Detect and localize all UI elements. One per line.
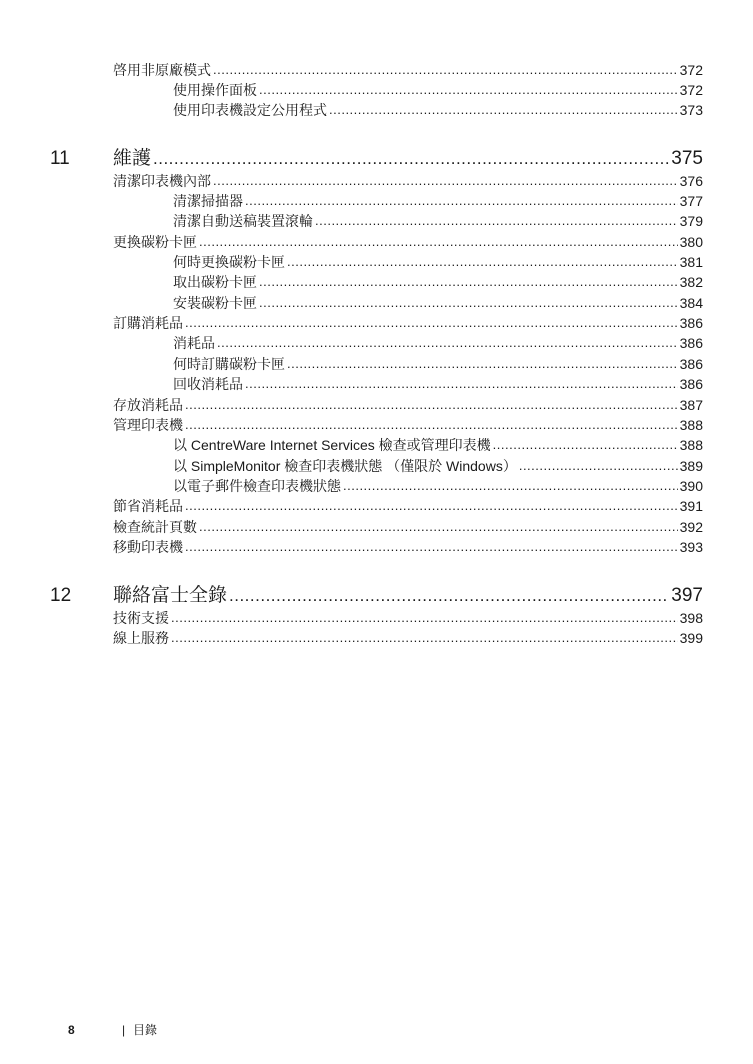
toc-entry-label: 以 CentreWare Internet Services 檢查或管理印表機: [173, 437, 491, 453]
chapter-number: 12: [50, 585, 72, 606]
toc-entry-label: 使用印表機設定公用程式: [173, 102, 327, 118]
toc-entry-label: 何時更換碳粉卡匣: [173, 254, 285, 270]
toc-entry[interactable]: [113, 609, 703, 627]
chapter-heading[interactable]: [113, 147, 703, 171]
toc-entry-page: 376: [679, 173, 703, 189]
toc-entry-page: 386: [679, 356, 703, 372]
toc-entry[interactable]: [113, 538, 703, 556]
toc-entry-page: 372: [679, 82, 703, 98]
dot-leader: [153, 147, 669, 171]
toc-entry-page: 384: [679, 295, 703, 311]
toc-entry[interactable]: [113, 314, 703, 332]
toc-entry-page: 382: [679, 274, 703, 290]
chapter-heading[interactable]: [113, 584, 703, 608]
toc-entry[interactable]: [173, 477, 703, 495]
toc-entry[interactable]: [173, 212, 703, 230]
dot-leader: [199, 518, 678, 536]
toc-entry-label: 取出碳粉卡匣: [173, 274, 257, 290]
toc-entry[interactable]: [113, 416, 703, 434]
toc-entry-label: 何時訂購碳粉卡匣: [173, 356, 285, 372]
toc-entry-label: 以電子郵件檢查印表機狀態: [173, 478, 341, 494]
toc-entry-page: 386: [679, 376, 703, 392]
toc-entry[interactable]: [173, 355, 703, 373]
toc-entry-page: 387: [679, 397, 703, 413]
dot-leader: [287, 253, 678, 271]
dot-leader: [199, 233, 678, 251]
toc-entry[interactable]: [173, 457, 703, 475]
toc-entry[interactable]: [173, 253, 703, 271]
dot-leader: [185, 396, 678, 414]
page-footer: [0, 1022, 753, 1042]
dot-leader: [185, 497, 678, 515]
dot-leader: [185, 538, 678, 556]
toc-entry-label: 清潔掃描器: [173, 193, 243, 209]
toc-entry-label: 回收消耗品: [173, 376, 243, 392]
toc-entry[interactable]: [113, 396, 703, 414]
toc-entry-page: 386: [679, 335, 703, 351]
toc-entry[interactable]: [113, 233, 703, 251]
dot-leader: [171, 629, 678, 647]
toc-entry-page: 372: [679, 62, 703, 78]
dot-leader: [185, 416, 678, 434]
toc-entry[interactable]: [173, 294, 703, 312]
toc-entry-label: 清潔印表機內部: [113, 173, 211, 189]
toc-entry-page: 373: [679, 102, 703, 118]
toc-entry-label: 線上服務: [113, 630, 169, 646]
toc-entry-label: 消耗品: [173, 335, 215, 351]
dot-leader: [217, 334, 678, 352]
toc-entry-label: 存放消耗品: [113, 397, 183, 413]
dot-leader: [315, 212, 678, 230]
toc-entry-label: 使用操作面板: [173, 82, 257, 98]
dot-leader: [329, 101, 678, 119]
toc-entry-label: 技術支援: [113, 610, 169, 626]
toc-entry-page: 380: [679, 234, 703, 250]
toc-entry-page: 379: [679, 213, 703, 229]
toc-entry[interactable]: [173, 192, 703, 210]
dot-leader: [213, 61, 678, 79]
chapter-title: 維護: [113, 148, 152, 169]
toc-entry-page: 388: [679, 437, 703, 453]
toc-entry[interactable]: [113, 497, 703, 515]
chapter-page: 375: [671, 148, 703, 169]
toc-entry[interactable]: [173, 101, 703, 119]
dot-leader: [245, 192, 678, 210]
dot-leader: [343, 477, 678, 495]
toc-entry-page: 398: [679, 610, 703, 626]
toc-entry-page: 392: [679, 519, 703, 535]
chapter-title: 聯絡富士全錄: [113, 585, 228, 606]
toc-entry[interactable]: [173, 81, 703, 99]
toc-entry[interactable]: [113, 629, 703, 647]
toc-entry-label: 更換碳粉卡匣: [113, 234, 197, 250]
chapter-number: 11: [50, 148, 70, 169]
toc-entry-page: 388: [679, 417, 703, 433]
toc-entry-label: 檢查統計頁數: [113, 519, 197, 535]
toc-entry-page: 391: [679, 498, 703, 514]
dot-leader: [493, 436, 678, 454]
toc-entry-page: 393: [679, 539, 703, 555]
toc-entry[interactable]: [173, 334, 703, 352]
chapter-page: 397: [671, 585, 703, 606]
toc-entry-page: 399: [679, 630, 703, 646]
dot-leader: [185, 314, 678, 332]
toc-entry-label: 移動印表機: [113, 539, 183, 555]
dot-leader: [259, 81, 678, 99]
toc-entry-page: 390: [679, 478, 703, 494]
dot-leader: [259, 294, 678, 312]
toc-entry[interactable]: [113, 61, 703, 79]
dot-leader: [213, 172, 678, 190]
dot-leader: [519, 457, 678, 475]
toc-entry-label: 清潔自動送稿裝置滾輪: [173, 213, 313, 229]
toc-entry-page: 381: [679, 254, 703, 270]
toc-entry[interactable]: [113, 172, 703, 190]
dot-leader: [259, 273, 678, 291]
toc-entry-page: 377: [679, 193, 703, 209]
page-number: 8: [68, 1023, 75, 1037]
toc-entry[interactable]: [173, 375, 703, 393]
toc-entry-page: 389: [679, 458, 703, 474]
dot-leader: [171, 609, 678, 627]
toc-entry[interactable]: [113, 518, 703, 536]
dot-leader: [287, 355, 678, 373]
dot-leader: [229, 584, 669, 608]
toc-entry-label: 訂購消耗品: [113, 315, 183, 331]
toc-entry-page: 386: [679, 315, 703, 331]
toc-entry-label: 節省消耗品: [113, 498, 183, 514]
toc-entry-label: 安裝碳粉卡匣: [173, 295, 257, 311]
section-name: 目錄: [133, 1023, 158, 1037]
footer-separator: |: [122, 1023, 126, 1037]
toc-entry-label: 以 SimpleMonitor 檢查印表機狀態 （僅限於 Windows）: [173, 458, 517, 474]
toc-entry[interactable]: [173, 436, 703, 454]
toc-entry-label: 啓用非原廠模式: [113, 62, 211, 78]
toc-entry[interactable]: [173, 273, 703, 291]
toc-entry-label: 管理印表機: [113, 417, 183, 433]
dot-leader: [245, 375, 678, 393]
